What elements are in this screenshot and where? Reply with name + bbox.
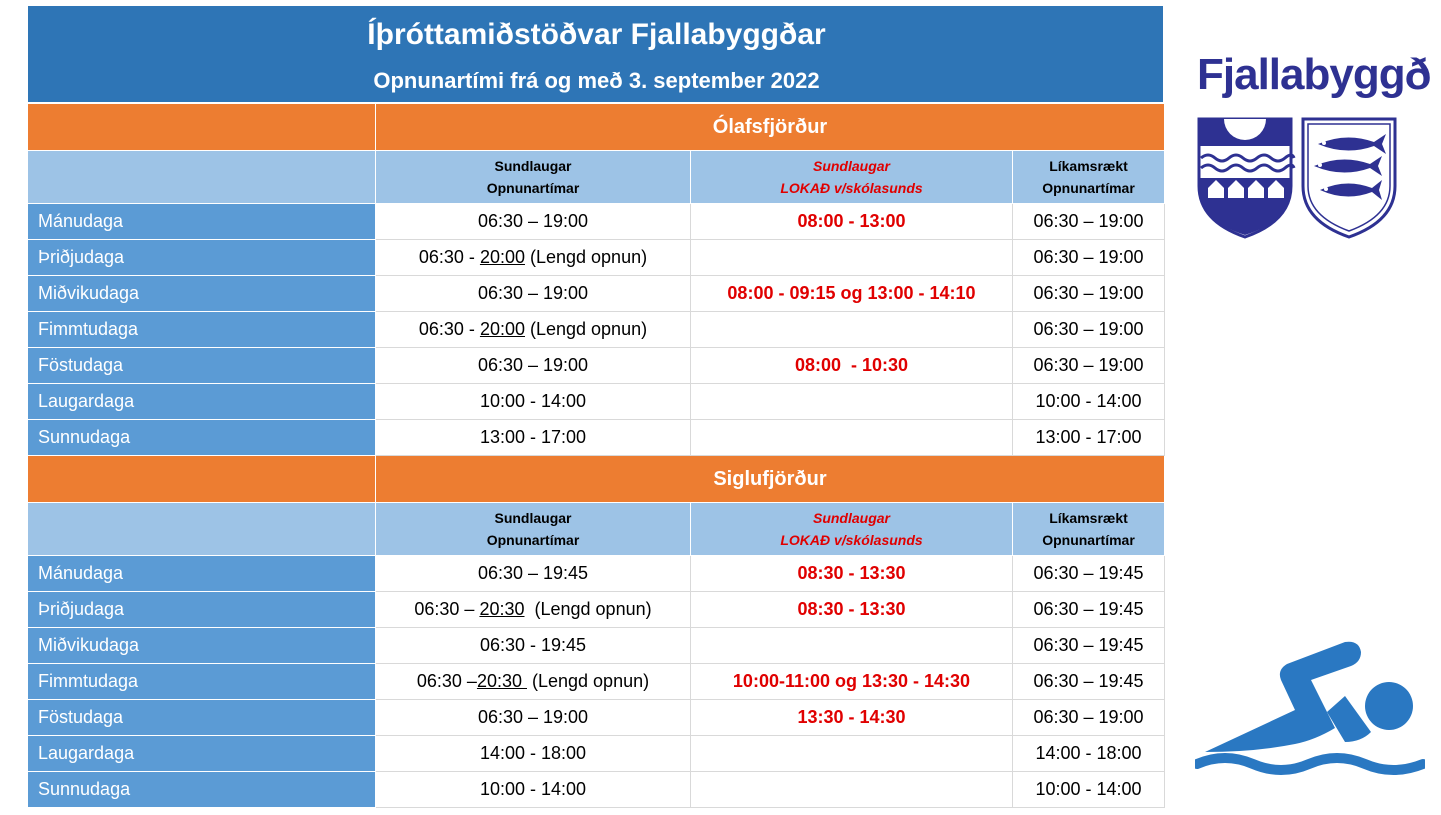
table-row xyxy=(28,420,1165,456)
gym-hours: 06:30 – 19:00 xyxy=(1013,276,1165,312)
closed-hours xyxy=(691,736,1013,772)
table-row xyxy=(28,348,1165,384)
day-name: Þriðjudaga xyxy=(28,240,376,276)
column-header-line: Sundlaugar xyxy=(494,158,572,174)
closed-hours xyxy=(691,384,1013,420)
column-header-line: Sundlaugar xyxy=(812,158,890,174)
pool-hours: 06:30 – 19:45 xyxy=(376,556,691,592)
closed-hours: 08:00 - 13:00 xyxy=(691,204,1013,240)
pool-hours-start: 06:30 - xyxy=(418,247,480,267)
pool-hours-extended-end: 20:00 xyxy=(479,319,525,339)
table-row xyxy=(28,772,1165,808)
table-row xyxy=(28,736,1165,772)
table-row xyxy=(28,556,1165,592)
table-row xyxy=(28,592,1165,628)
closed-hours xyxy=(691,240,1013,276)
column-header-line: Opnunartímar xyxy=(486,532,580,548)
pool-hours-extended-end: 20:00 xyxy=(479,247,525,267)
pool-hours xyxy=(376,240,691,276)
region-name: Siglufjörður xyxy=(376,456,1165,503)
column-header-pool xyxy=(376,151,691,204)
pool-hours xyxy=(376,664,691,700)
day-name: Laugardaga xyxy=(28,384,376,420)
column-header-blank xyxy=(28,503,376,556)
gym-hours: 06:30 – 19:00 xyxy=(1013,348,1165,384)
closed-hours: 08:00 - 10:30 xyxy=(691,348,1013,384)
pool-hours xyxy=(376,312,691,348)
day-name: Mánudaga xyxy=(28,556,376,592)
column-header-pool xyxy=(376,503,691,556)
column-header-line: Opnunartímar xyxy=(1042,532,1135,548)
closed-hours xyxy=(691,420,1013,456)
gym-hours: 06:30 – 19:00 xyxy=(1013,312,1165,348)
gym-hours: 06:30 – 19:00 xyxy=(1013,240,1165,276)
table-row xyxy=(28,384,1165,420)
table-row xyxy=(28,700,1165,736)
gym-hours: 06:30 – 19:45 xyxy=(1013,664,1165,700)
column-header-row xyxy=(28,151,1165,204)
column-header-row xyxy=(28,503,1165,556)
table-row xyxy=(28,204,1165,240)
column-header-line: Opnunartímar xyxy=(486,180,580,196)
closed-hours: 13:30 - 14:30 xyxy=(691,700,1013,736)
pool-hours-note: (Lengd opnun) xyxy=(527,671,650,691)
gym-hours: 14:00 - 18:00 xyxy=(1013,736,1165,772)
column-header-line: Líkamsrækt xyxy=(1049,158,1128,174)
day-name: Fimmtudaga xyxy=(28,312,376,348)
page-subtitle: Opnunartími frá og með 3. september 2022 xyxy=(373,68,820,93)
day-name: Miðvikudaga xyxy=(28,628,376,664)
gym-hours: 06:30 – 19:00 xyxy=(1013,700,1165,736)
gym-hours: 06:30 – 19:45 xyxy=(1013,592,1165,628)
region-blank-cell xyxy=(28,104,376,151)
table-row xyxy=(28,664,1165,700)
gym-hours: 10:00 - 14:00 xyxy=(1013,384,1165,420)
swimmer-icon xyxy=(1195,640,1425,790)
pool-hours-note: (Lengd opnun) xyxy=(524,599,652,619)
pool-hours: 10:00 - 14:00 xyxy=(376,772,691,808)
region-blank-cell xyxy=(28,456,376,503)
gym-hours: 13:00 - 17:00 xyxy=(1013,420,1165,456)
day-name: Laugardaga xyxy=(28,736,376,772)
closed-hours: 08:00 - 09:15 og 13:00 - 14:10 xyxy=(691,276,1013,312)
closed-hours xyxy=(691,772,1013,808)
closed-hours xyxy=(691,312,1013,348)
swimmer-graphic xyxy=(1195,640,1425,795)
pool-hours: 06:30 – 19:00 xyxy=(376,276,691,312)
closed-hours xyxy=(691,628,1013,664)
region-name: Ólafsfjörður xyxy=(376,104,1165,151)
brand-logo-text: Fjallabyggð xyxy=(1197,50,1431,99)
pool-hours: 10:00 - 14:00 xyxy=(376,384,691,420)
gym-hours: 06:30 – 19:00 xyxy=(1013,204,1165,240)
pool-hours: 06:30 – 19:00 xyxy=(376,204,691,240)
municipal-crests xyxy=(1196,116,1400,245)
table-row xyxy=(28,628,1165,664)
pool-hours-start: 06:30 – xyxy=(414,599,480,619)
column-header-line: Sundlaugar xyxy=(494,510,572,526)
pool-hours: 06:30 – 19:00 xyxy=(376,700,691,736)
day-name: Föstudaga xyxy=(28,700,376,736)
region-header-olafsfjordur xyxy=(28,104,1165,151)
page-title: Íþróttamiðstöðvar Fjallabyggðar xyxy=(367,18,826,51)
schedule-table xyxy=(27,103,1165,808)
closed-hours: 08:30 - 13:30 xyxy=(691,556,1013,592)
column-header-line: LOKAÐ v/skólasunds xyxy=(780,180,923,196)
title-banner xyxy=(27,5,1164,103)
column-header-line: Sundlaugar xyxy=(812,510,890,526)
gym-hours: 10:00 - 14:00 xyxy=(1013,772,1165,808)
column-header-line: LOKAÐ v/skólasunds xyxy=(780,532,923,548)
region-header-siglufjordur xyxy=(28,456,1165,503)
closed-hours: 10:00-11:00 og 13:30 - 14:30 xyxy=(691,664,1013,700)
table-row xyxy=(28,312,1165,348)
column-header-gym xyxy=(1013,503,1165,556)
column-header-gym xyxy=(1013,151,1165,204)
day-name: Föstudaga xyxy=(28,348,376,384)
pool-hours-start: 06:30 - xyxy=(418,319,480,339)
pool-hours-start: 06:30 – xyxy=(416,671,477,691)
gym-hours: 06:30 – 19:45 xyxy=(1013,628,1165,664)
table-row xyxy=(28,240,1165,276)
pool-hours: 13:00 - 17:00 xyxy=(376,420,691,456)
pool-hours xyxy=(376,592,691,628)
day-name: Mánudaga xyxy=(28,204,376,240)
column-header-line: Opnunartímar xyxy=(1042,180,1135,196)
column-header-closed xyxy=(691,151,1013,204)
schedule-sheet xyxy=(27,5,1164,808)
day-name: Sunnudaga xyxy=(28,772,376,808)
day-name: Þriðjudaga xyxy=(28,592,376,628)
table-row xyxy=(28,276,1165,312)
pool-hours-note: (Lengd opnun) xyxy=(524,319,648,339)
day-name: Fimmtudaga xyxy=(28,664,376,700)
pool-hours: 14:00 - 18:00 xyxy=(376,736,691,772)
pool-hours-note: (Lengd opnun) xyxy=(524,247,648,267)
pool-hours-extended-end: 20:30 xyxy=(476,671,527,691)
closed-hours: 08:30 - 13:30 xyxy=(691,592,1013,628)
herring-crest-icon xyxy=(1196,116,1400,240)
day-name: Sunnudaga xyxy=(28,420,376,456)
pool-hours-extended-end: 20:30 xyxy=(479,599,525,619)
column-header-closed xyxy=(691,503,1013,556)
gym-hours: 06:30 – 19:45 xyxy=(1013,556,1165,592)
day-name: Miðvikudaga xyxy=(28,276,376,312)
pool-hours: 06:30 – 19:00 xyxy=(376,348,691,384)
column-header-blank xyxy=(28,151,376,204)
column-header-line: Líkamsrækt xyxy=(1049,510,1128,526)
pool-hours: 06:30 - 19:45 xyxy=(376,628,691,664)
